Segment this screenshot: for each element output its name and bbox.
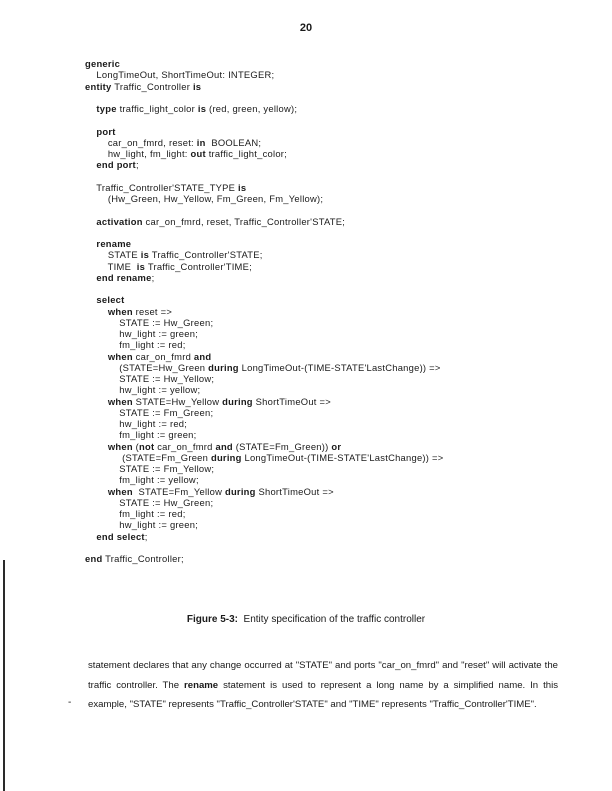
paragraph-part-2: statement is used to represent a long name by a simplified name. In this example, "STATE" represents "Traffic_Controller'STATE" and "TIME" represents "Traffic_Controller'TIME".	[88, 679, 558, 710]
code-line: fm_light := red;	[119, 339, 186, 351]
code-line: STATE := Hw_Green;	[119, 316, 214, 328]
code-line: end rename;	[96, 271, 155, 283]
code-line: rename	[96, 238, 132, 249]
code-line: when car_on_fmrd and	[107, 350, 212, 362]
code-line: STATE := Fm_Yellow;	[119, 463, 215, 474]
code-line: end select;	[96, 530, 148, 542]
code-line: end port;	[96, 159, 139, 171]
code-line: STATE := Hw_Yellow;	[119, 373, 215, 384]
code-line: TIME is Traffic_Controller'TIME;	[107, 260, 252, 272]
code-line	[85, 171, 585, 182]
code-line: STATE is Traffic_Controller'STATE;	[107, 249, 263, 261]
code-line	[85, 204, 585, 215]
code-line: select	[96, 294, 125, 306]
code-line: hw_light, fm_light: out traffic_light_color;	[107, 148, 288, 159]
code-listing	[85, 58, 585, 564]
code-line: when STATE=Fm_Yellow during ShortTimeOut =>	[107, 485, 334, 497]
code-line: when reset =>	[107, 305, 173, 317]
code-line: fm_light := red;	[119, 508, 186, 519]
code-line: generic	[85, 58, 121, 69]
code-line: fm_light := green;	[119, 429, 197, 441]
code-line: hw_light := red;	[119, 418, 188, 429]
code-line	[85, 114, 585, 125]
code-line	[85, 92, 585, 103]
code-line: Traffic_Controller'STATE_TYPE is	[96, 181, 247, 193]
code-line: fm_light := yellow;	[119, 474, 199, 486]
code-line: entity Traffic_Controller is	[85, 80, 202, 92]
code-line: port	[96, 125, 116, 137]
paragraph-part-1: statement declares that any change occurred at "STATE" and ports "car_on_fmrd" and "reset" will activate the traffic controller. The	[88, 660, 558, 691]
code-line: when (not car_on_fmrd and (STATE=Fm_Green)) or	[107, 440, 342, 452]
code-line: LongTimeOut, ShortTimeOut: INTEGER;	[96, 69, 275, 81]
figure-caption	[0, 614, 612, 625]
code-line: hw_light := yellow;	[119, 384, 201, 396]
code-line: STATE := Fm_Green;	[119, 406, 214, 418]
figure-label: Figure 5-3:	[186, 614, 238, 625]
code-line: hw_light := green;	[119, 328, 199, 339]
code-line: (STATE=Fm_Green during LongTimeOut-(TIME-STATE'LastChange)) =>	[85, 451, 444, 463]
code-line: car_on_fmrd, reset: in BOOLEAN;	[107, 136, 262, 148]
body-paragraph	[88, 656, 558, 715]
code-line: hw_light := green;	[119, 519, 199, 531]
margin-mark: -	[68, 697, 72, 708]
code-line: activation car_on_fmrd, reset, Traffic_Controller'STATE;	[96, 215, 346, 227]
code-line: (Hw_Green, Hw_Yellow, Fm_Green, Fm_Yellow);	[85, 193, 324, 204]
code-line	[85, 283, 585, 294]
code-line	[85, 227, 585, 238]
code-line: end Traffic_Controller;	[85, 553, 184, 564]
code-line: (STATE=Hw_Green during LongTimeOut-(TIME-STATE'LastChange)) =>	[85, 361, 441, 373]
scan-edge-line	[3, 560, 5, 791]
code-line: type traffic_light_color is (red, green, yellow);	[96, 103, 298, 114]
code-line: when STATE=Hw_Yellow during ShortTimeOut =>	[107, 395, 331, 407]
paragraph-keyword: rename	[184, 679, 219, 691]
figure-title: Entity specification of the traffic controller	[243, 614, 426, 625]
code-line	[85, 542, 585, 553]
page-number: 20	[299, 22, 313, 34]
code-line: STATE := Hw_Green;	[119, 496, 214, 508]
